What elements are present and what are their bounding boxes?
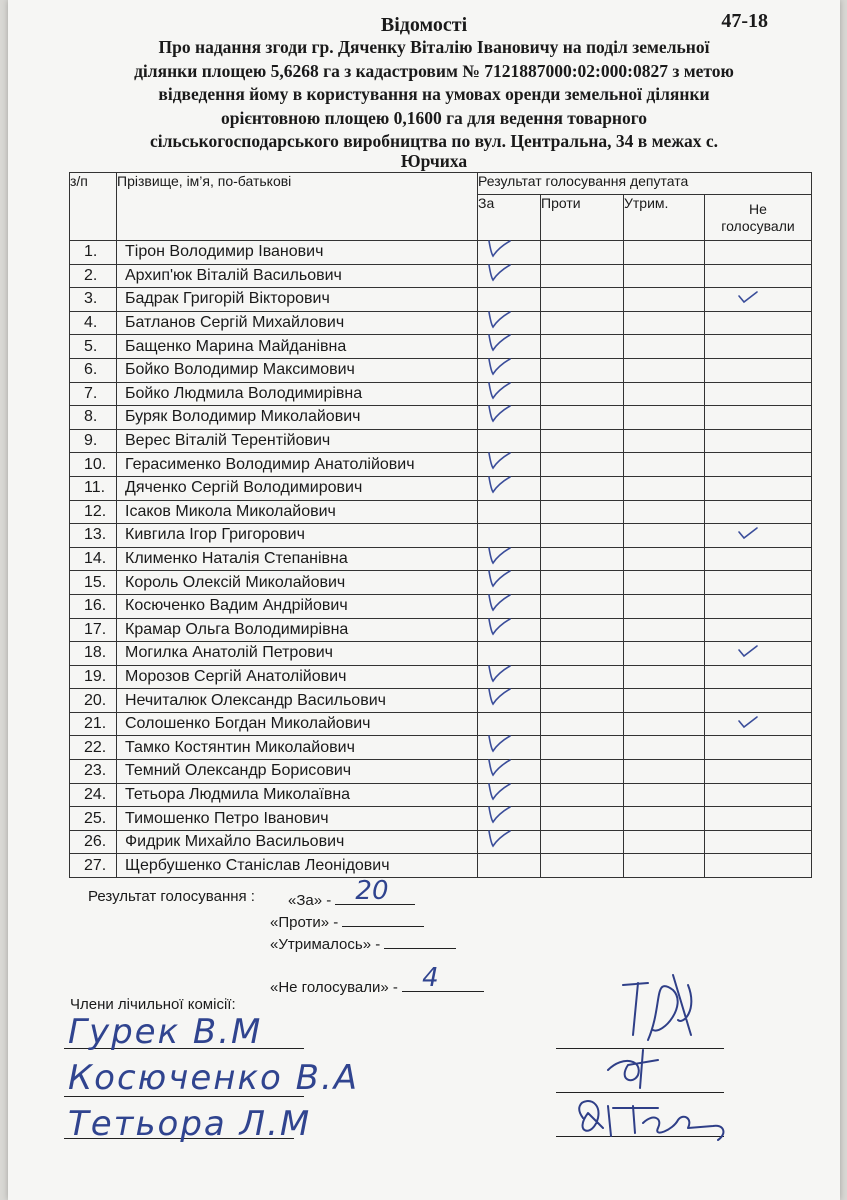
deputy-name: Буряк Володимир Миколайович [117,406,478,430]
vote-cell-not-voted [705,571,812,595]
table-row [70,618,812,642]
vote-cell-not-voted [705,453,812,477]
vote-cell-not-voted [705,406,812,430]
table-row [70,288,812,312]
deputy-name: Тимошенко Петро Іванович [117,807,478,831]
vote-cell-abstain [624,406,705,430]
vote-cell-against [541,241,624,265]
vote-cell-not-voted [705,665,812,689]
vote-cell-against [541,830,624,854]
heading-line: ділянки площею 5,6268 га з кадастровим № 7121887000:02:000:0827 з метою [134,60,734,81]
vote-cell-against [541,594,624,618]
table-row [70,382,812,406]
summary-against-label: «Проти» - [270,914,339,931]
row-number: 12. [70,500,117,524]
checkmark-icon [735,638,761,662]
vote-cell-against [541,712,624,736]
vote-cell-not-voted [705,429,812,453]
vote-cell-against [541,476,624,500]
header-num: з/п [70,173,117,241]
vote-cell-not-voted [705,476,812,500]
vote-cell-abstain [624,807,705,831]
vote-cell-against [541,547,624,571]
signature-scribble-3 [563,1088,743,1148]
row-number: 14. [70,547,117,571]
document-title: Відомості [380,14,468,36]
deputy-name: Тамко Костянтин Миколайович [117,736,478,760]
vote-cell-not-voted [705,547,812,571]
deputy-name: Фидрик Михайло Васильович [117,830,478,854]
checkmark-icon [486,827,512,851]
checkmark-icon [735,284,761,308]
heading-line: Про надання згоди гр. Дяченку Віталію Івановичу на поділ земельної [158,37,710,57]
table-row [70,594,812,618]
vote-cell-against [541,288,624,312]
vote-cell-not-voted [705,830,812,854]
summary-label: Результат голосування : [88,888,255,905]
deputy-name: Морозов Сергій Анатолійович [117,665,478,689]
deputy-name: Кивгила Ігор Григорович [117,524,478,548]
checkmark-icon [486,732,512,756]
signature-scribble-1 [593,965,703,1050]
deputy-name: Тірон Володимир Іванович [117,241,478,265]
vote-cell-abstain [624,335,705,359]
vote-cell-for [478,406,541,430]
checkmark-icon [486,449,512,473]
vote-cell-not-voted [705,736,812,760]
heading-line: сільськогосподарського виробництва по вул. Центральна, 34 в межах с. [149,131,719,151]
vote-cell-against [541,665,624,689]
deputy-name: Косюченко Вадим Андрійович [117,594,478,618]
vote-cell-not-voted [705,642,812,666]
vote-cell-not-voted [705,335,812,359]
table-row [70,547,812,571]
table-row [70,712,812,736]
table-row [70,358,812,382]
vote-cell-abstain [624,830,705,854]
header-against: Проти [541,195,624,241]
checkmark-icon [486,803,512,827]
row-number: 22. [70,736,117,760]
vote-cell-abstain [624,524,705,548]
vote-cell-abstain [624,712,705,736]
document-heading [68,36,800,171]
vote-cell-against [541,783,624,807]
row-number: 8. [70,406,117,430]
table-row [70,264,812,288]
header-not-voted-line2: голосували [721,218,795,234]
header-name: Прізвище, ім’я, по-батькові [117,173,478,241]
vote-cell-abstain [624,288,705,312]
commission-label: Члени лічильної комісії: [70,996,236,1013]
table-row [70,854,812,878]
deputy-name: Герасименко Володимир Анатолійович [117,453,478,477]
deputy-name: Ісаков Микола Миколайович [117,500,478,524]
summary-for-blank [335,876,415,906]
vote-cell-for [478,689,541,713]
deputy-name: Дяченко Сергій Володимирович [117,476,478,500]
table-row [70,453,812,477]
row-number: 5. [70,335,117,359]
vote-cell-abstain [624,783,705,807]
vote-cell-abstain [624,618,705,642]
row-number: 24. [70,783,117,807]
deputy-name: Клименко Наталія Степанівна [117,547,478,571]
vote-cell-against [541,311,624,335]
deputy-name: Крамар Ольга Володимирівна [117,618,478,642]
vote-cell-not-voted [705,311,812,335]
vote-cell-against [541,382,624,406]
vote-cell-for [478,476,541,500]
signature-scribble-2 [598,1040,678,1090]
deputy-name: Бадрак Григорій Вікторович [117,288,478,312]
header-not-voted-line1: Не [749,201,767,217]
deputy-name: Бойко Володимир Максимович [117,358,478,382]
vote-cell-against [541,642,624,666]
table-row [70,689,812,713]
heading-line: орієнтовною площею 0,1600 га для ведення товарного [220,107,648,128]
vote-cell-against [541,736,624,760]
checkmark-icon [486,331,512,355]
summary-for [288,876,415,909]
vote-cell-for [478,500,541,524]
vote-cell-against [541,264,624,288]
vote-cell-for [478,618,541,642]
vote-cell-not-voted [705,241,812,265]
checkmark-icon [486,237,512,261]
summary-not-voted [270,963,484,996]
vote-cell-not-voted [705,288,812,312]
row-number: 9. [70,429,117,453]
vote-cell-abstain [624,311,705,335]
deputy-name: Могилка Анатолій Петрович [117,642,478,666]
deputy-name: Батланов Сергій Михайлович [117,311,478,335]
vote-cell-against [541,571,624,595]
table-row [70,500,812,524]
table-row [70,311,812,335]
deputy-name: Нечиталюк Олександр Васильович [117,689,478,713]
summary-for-label: «За» - [288,892,332,909]
checkmark-icon [486,685,512,709]
checkmark-icon [486,308,512,332]
summary-against [270,910,424,931]
summary-not-voted-label: «Не голосували» - [270,979,398,996]
deputy-name: Щербушенко Станіслав Леонідович [117,854,478,878]
vote-cell-abstain [624,854,705,878]
table-row [70,642,812,666]
vote-cell-abstain [624,689,705,713]
vote-cell-against [541,760,624,784]
vote-cell-against [541,335,624,359]
table-row [70,783,812,807]
deputy-name: Бойко Людмила Володимирівна [117,382,478,406]
row-number: 26. [70,830,117,854]
row-number: 7. [70,382,117,406]
heading-line: Юрчиха [400,150,468,171]
vote-cell-against [541,807,624,831]
table-row [70,524,812,548]
vote-cell-against [541,500,624,524]
document-number: 47-18 [721,10,768,32]
row-number: 3. [70,288,117,312]
vote-cell-against [541,406,624,430]
summary-abstain-label: «Утрималось» - [270,936,381,953]
row-number: 17. [70,618,117,642]
row-number: 10. [70,453,117,477]
vote-cell-abstain [624,358,705,382]
summary-for-value: 20 [355,876,389,906]
checkmark-icon [735,709,761,733]
heading-line: відведення йому в користування на умовах оренди земельної ділянки [158,84,710,104]
vote-cell-not-voted [705,760,812,784]
vote-cell-abstain [624,241,705,265]
deputy-name: Бащенко Марина Майданівна [117,335,478,359]
table-row [70,571,812,595]
table-row [70,830,812,854]
vote-cell-not-voted [705,712,812,736]
commission-member-3: Тетьора Л.М [68,1104,312,1144]
table-row [70,760,812,784]
row-number: 2. [70,264,117,288]
checkmark-icon [486,402,512,426]
header-not-voted [705,195,812,241]
table-row [70,665,812,689]
row-number: 27. [70,854,117,878]
vote-cell-abstain [624,453,705,477]
deputy-name: Архип'юк Віталій Васильович [117,264,478,288]
row-number: 15. [70,571,117,595]
vote-cell-against [541,618,624,642]
row-number: 23. [70,760,117,784]
row-number: 16. [70,594,117,618]
checkmark-icon [486,591,512,615]
vote-cell-against [541,854,624,878]
vote-cell-abstain [624,476,705,500]
vote-cell-abstain [624,571,705,595]
checkmark-icon [486,780,512,804]
vote-cell-for [478,854,541,878]
row-number: 4. [70,311,117,335]
header-result: Результат голосування депутата [478,173,812,195]
checkmark-icon [486,662,512,686]
row-number: 21. [70,712,117,736]
header-for: За [478,195,541,241]
vote-cell-against [541,358,624,382]
deputy-name: Верес Віталій Терентійович [117,429,478,453]
vote-cell-abstain [624,429,705,453]
vote-cell-abstain [624,594,705,618]
vote-cell-not-voted [705,524,812,548]
checkmark-icon [486,473,512,497]
checkmark-icon [486,567,512,591]
table-row [70,429,812,453]
vote-cell-abstain [624,382,705,406]
checkmark-icon [486,615,512,639]
checkmark-icon [486,544,512,568]
checkmark-icon [486,261,512,285]
vote-cell-abstain [624,665,705,689]
checkmark-icon [486,355,512,379]
document-page [8,0,840,1200]
vote-cell-abstain [624,500,705,524]
row-number: 20. [70,689,117,713]
vote-cell-against [541,453,624,477]
vote-cell-not-voted [705,594,812,618]
commission-member-2: Косюченко В.А [68,1058,360,1098]
table-row [70,807,812,831]
vote-cell-not-voted [705,854,812,878]
vote-cell-abstain [624,736,705,760]
vote-cell-abstain [624,642,705,666]
vote-cell-not-voted [705,382,812,406]
deputy-name: Темний Олександр Борисович [117,760,478,784]
vote-cell-not-voted [705,807,812,831]
vote-cell-against [541,524,624,548]
deputy-name: Тетьора Людмила Миколаївна [117,783,478,807]
row-number: 13. [70,524,117,548]
vote-cell-for [478,830,541,854]
row-number: 25. [70,807,117,831]
table-row [70,476,812,500]
vote-cell-for [478,264,541,288]
vote-cell-against [541,689,624,713]
vote-cell-against [541,429,624,453]
row-number: 1. [70,241,117,265]
deputy-name: Король Олексій Миколайович [117,571,478,595]
voting-table [69,172,812,878]
table-row [70,736,812,760]
summary-not-voted-value: 4 [422,963,439,993]
deputy-name: Солошенко Богдан Миколайович [117,712,478,736]
vote-cell-abstain [624,547,705,571]
vote-cell-abstain [624,264,705,288]
row-number: 19. [70,665,117,689]
table-row [70,406,812,430]
summary-abstain-blank [384,932,456,949]
commission-member-1: Гурек В.М [68,1012,263,1052]
vote-cell-not-voted [705,358,812,382]
summary-abstain [270,932,456,953]
checkmark-icon [735,520,761,544]
summary-against-blank [342,910,424,927]
row-number: 6. [70,358,117,382]
vote-cell-abstain [624,760,705,784]
summary-not-voted-blank [402,963,484,993]
row-number: 11. [70,476,117,500]
table-row [70,335,812,359]
checkmark-icon [486,756,512,780]
header-abstain: Утрим. [624,195,705,241]
table-row [70,241,812,265]
checkmark-icon [486,379,512,403]
vote-cell-not-voted [705,783,812,807]
row-number: 18. [70,642,117,666]
voting-table-body [70,241,812,878]
